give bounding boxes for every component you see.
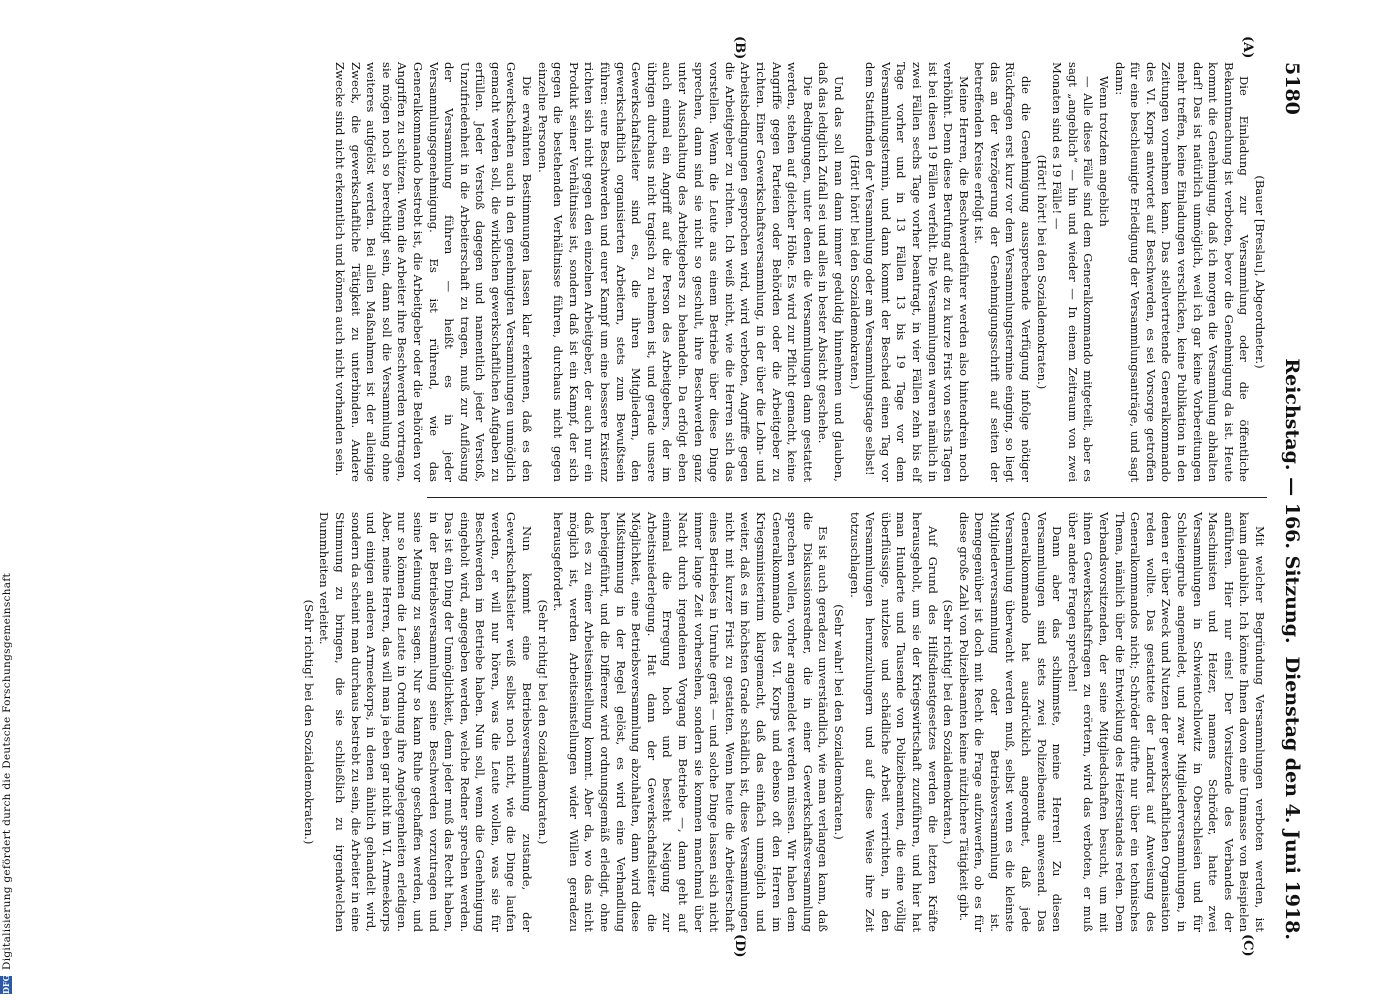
- paragraph: Die Einladung zur Versammlung oder die öffentliche Bekanntmachung ist verboten, bevor die Genehmigung da ist. Heute kommt die Genehmigung, daß ich morgen die Versammlung abhalten darf! Das ist natürlich unmöglich, weil ich gar keine Vorbereitungen mehr treffen, keine Einladungen verschicken, keine Publikation in den Zeitungen vornehmen kann. Das stellvertretende Generalkommando des VI. Korps antwortet auf Beschwerden, es sei Vorsorge getroffen für eine beschleunigte Erledigung der Versammlungsanträge, und sagt dann:: [1112, 62, 1252, 482]
- margin-marker-a: (A): [1240, 36, 1255, 59]
- paragraph: Meine Herren, die Beschwerdeführer werden also hintendrein noch verhöhnt. Denn diese Berufung auf die zu kurze Frist von sechs Tagen ist bei diesen 19 Fällen verfehlt. Die Versammlungen waren nämlich in zwei Fällen sechs Tage vorher beantragt, in vier Fällen zehn bis elf Tage vorher und in 13 Fällen 13 bis 19 Tage vor dem Versammlungstermin, und dann kommt der Bescheid einen Tag vor dem Stattfinden der Versammlung oder am Versammlungstage selbst!: [863, 62, 971, 482]
- paragraph: Auf Grund des Hilfsdienstgesetzes werden die letzten Kräfte herausgeholt, um sie der Kriegswirtschaft zuzuführen, und hier hat man Hunderte und Tausende von Polizeibeamten, die eine völlig überflüssige, nutzlose und schädliche Arbeit verrichten, in den Versammlungen herumzulungern und auf diese Weise ihre Zeit totzuschlagen.: [847, 512, 940, 932]
- quote-line: Wenn trotzdem angeblich: [1097, 76, 1112, 227]
- interjection: (Sehr richtig! bei den Sozialdemokraten.): [301, 599, 316, 845]
- dfg-logo: DFG: [1, 974, 11, 994]
- margin-marker-d: (D): [732, 934, 747, 958]
- speaker-line: (Bauer [Breslau], Abgeordneter.): [1253, 175, 1267, 369]
- page-header: [1273, 62, 1303, 940]
- margin-marker-c: (C): [1240, 934, 1255, 957]
- interjection: (Hört! hört! bei den Sozialdemokraten.): [847, 154, 862, 390]
- paragraph: Dann aber das schlimmste, meine Herren! Zu diesen Versammlungen sind stets zwei Polizeibeamte anwesend. Das Generalkommando hat ausdrücklich angeordnet, daß jede Versammlung überwacht werden muß, selbst wenn es die kleinste Mitgliederversammlung oder Betriebsversammlung ist. Demgegenüber ist doch mit Recht die Frage aufzuwerfen, ob es für diese große Zahl von Polizeibeamten keine nützlichere Tätigkeit gibt.: [956, 512, 1065, 932]
- session-title: Reichstag. — 166. Sitzung.: [1281, 358, 1303, 644]
- page-number: 5180: [1281, 62, 1303, 115]
- paragraph: Es ist auch geradezu unverständlich, wie man verlangen kann, daß die Diskussionsredner, die in einer Gewerkschaftsversammlung sprechen wollen, vorher angemeldet werden müssen. Wir haben dem Generalkommando des VI. Korps und ebenso oft den Herren im Kriegsministerium klargemacht, daß das einfach unmöglich und weiter, daß es im höchsten Grade schädlich ist, diese Versammlungen nicht mit kurzer Frist zu gestatten. Wenn heute die Arbeiterschaft eines Betriebes in Unruhe gerät — und solche Dinge lassen sich nicht immer lange Zeit vorhersehen, sondern sie kommen manchmal über Nacht durch irgendeinen Vorgang im Betriebe —, dann geht auf einmal die Erregung hoch und besteht Neigung zur Arbeitsniederlegung. Hat dann der Gewerkschaftsleiter die Möglichkeit, eine Betriebsversammlung abzuhalten, dann wird diese Mißstimmung in der Regel gelöst, es wird eine Verhandlung herbeigeführt, und die Differenz wird ordnungsgemäß erledigt, ohne daß es zu einer Arbeitseinstellung kommt. Aber da, wo das nicht möglich ist, werden Arbeitseinstellungen wider Willen geradezu herausgefordert.: [551, 512, 831, 932]
- interjection: (Sehr richtig! bei den Sozialdemokraten.): [941, 599, 956, 845]
- paragraph: Und das soll man dann immer geduldig hinnehmen und glauben, daß das lediglich Zufall sei und alles in bester Absicht geschehe.: [816, 62, 846, 482]
- paragraph: Die erwähnten Bestimmungen lassen klar erkennen, daß es den Gewerkschaften auch in den genehmigten Versammlungen unmöglich gemacht werden soll, die wirklichen gewerkschaftlichen Aufgaben zu erfüllen. Jeder Verstoß dagegen und namentlich jeder Verstoß, Unzufriedenheit in die Arbeiterschaft zu tragen, muß zur Auflösung der Versammlung führen — heißt es in jeder Versammlungsgenehmigung. Es ist rührend, wie das Generalkommando bestrebt ist, die Arbeitgeber oder die Behörden vor Angriffen zu schützen. Wenn die Arbeiter ihre Beschwerden vortragen, sie mögen noch so berechtigt sein, dann soll die Versammlung ohne weiteres aufgelöst werden. Bei allen Maßnahmen ist der alleinige Zweck, die gewerkschaftliche Tätigkeit zu unterbinden. Andere Zwecke sind nicht erkenntlich und können auch nicht vorhanden sein.: [332, 62, 535, 482]
- interjection: (Sehr wahr! bei den Sozialdemokraten.): [831, 604, 846, 840]
- interjection: (Hört! hört! bei den Sozialdemokraten.): [1034, 154, 1049, 390]
- column-divider: [427, 497, 1267, 498]
- footer-text: Digitalisierung gefördert durch die Deutsche Forschungsgemeinschaft: [1, 572, 13, 970]
- paragraph: Mit welcher Begründung Versammlungen verboten werden, ist kaum glaublich. Ich könnte Ihnen davon eine Unmasse von Beispielen anführen. Hier nur eins! Der Vorsitzende des Verbandes der Maschinisten und Heizer, namens Schröder, hatte zwei Versammlungen in Schwientochlowitz in Oberschlesien und für Schleiengrube angemeldet, und zwar Mitgliederversammlungen, in denen er über Zweck und Nutzen der gewerkschaftlichen Organisation reden wollte. Das gestattete der Landrat auf Anweisung des Generalkommandos nicht; Schröder dürfte nur über ein technisches Thema, nämlich über die Entwicklung des Heizerstandes reden. Dem Verbandsvorsitzenden, der seine Mitgliedschaften besucht, um mit ihnen Gewerkschaftsfragen zu erörtern, wird das verboten, er muß über andere Fragen sprechen!: [1065, 512, 1267, 932]
- paragraph: — Alle diese Fälle sind dem Generalkommando mitgeteilt, aber es sagt „angeblich“ — hin und wieder — In einem Zeitraum von zwei Monaten sind es 19 Fälle! —: [1050, 62, 1096, 482]
- interjection: (Sehr richtig! bei den Sozialdemokraten.): [535, 599, 550, 845]
- paragraph: Nun kommt eine Betriebsversammlung zustande, der Gewerkschaftsleiter weiß selbst noch nicht, wie die Dinge laufen werden, er will nur hören, was die Leute wollen, was sie für Beschwerden im Betriebe haben. Nun soll, wenn die Genehmigung eingeholt wird, angegeben werden, welche Redner sprechen werden. Das ist ein Ding der Unmöglichkeit, denn jeder muß das Recht haben, in der Betriebsversammlung seine Beschwerden vorzutragen und seine Meinung zu sagen. Nur so kann Ruhe geschaffen werden, und nur so können die Leute in Ordnung ihre Angelegenheiten erledigen. Aber, meine Herren, das will man ja eben gar nicht im VI. Armeekorps und einigen anderen Armeekorps, in denen ähnlich gehandelt wird, sondern da scheint man durchaus bestrebt zu sein, die Arbeiter in eine Stimmung zu bringen, die sie schließlich zu irgendwelchen Dummheiten verleitet.: [317, 512, 535, 932]
- paragraph: die die Genehmigung aussprechende Verfügung infolge nötiger Rückfragen erst kurz vor dem Versammlungstermine einging, so liegt das an der Verzögerung der Genehmigungsschrift auf seiten der betreffenden Kreise erfolgt ist.: [972, 62, 1034, 482]
- text-columns: [301, 36, 1267, 958]
- paragraph: Die Bedingungen, unter denen die Versammlungen dann gestattet werden, stehen auf gleicher Höhe. Es wird zur Pflicht gemacht, keine Angriffe gegen Parteien oder Behörden oder die Arbeitgeber zu richten. Einer Gewerkschaftsversammlung, in der über die Lohn- und Arbeitsbedingungen gesprochen wird, wird verboten, Angriffe gegen die Arbeitgeber zu richten. Ich weiß nicht, wie die Herren sich das vorstellen. Wenn die Leute aus einem Betriebe über diese Dinge sprechen, dann sind sie nicht so geschult, ihre Beschwerden ganz unter Ausschaltung des Arbeitgebers zu behandeln. Da erfolgt eben auch einmal ein Angriff auf die Person des Arbeitgebers, der im übrigen durchaus nicht tragisch zu nehmen ist, und gerade unsere Gewerkschaftsleiter sind es, die ihren Mitgliedern, den gewerkschaftlich organisierten Arbeitern, stets zum Bewußtsein führen: eure Beschwerden und eurer Kampf um eine bessere Existenz richten sich nicht gegen den einzelnen Arbeitgeber, der auch nur ein Produkt seiner Verhältnisse ist, sondern daß ist ein Kampf, der sich gegen die bestehenden Verhältnisse führen, durchaus nicht gegen einzelne Personen.: [535, 62, 815, 482]
- right-column: [300, 512, 1267, 932]
- digitization-footer: [0, 0, 18, 1000]
- session-date: Dienstag den 4. Juni 1918.: [1281, 656, 1303, 940]
- left-column: [331, 62, 1267, 482]
- margin-marker-b: (B): [732, 36, 747, 60]
